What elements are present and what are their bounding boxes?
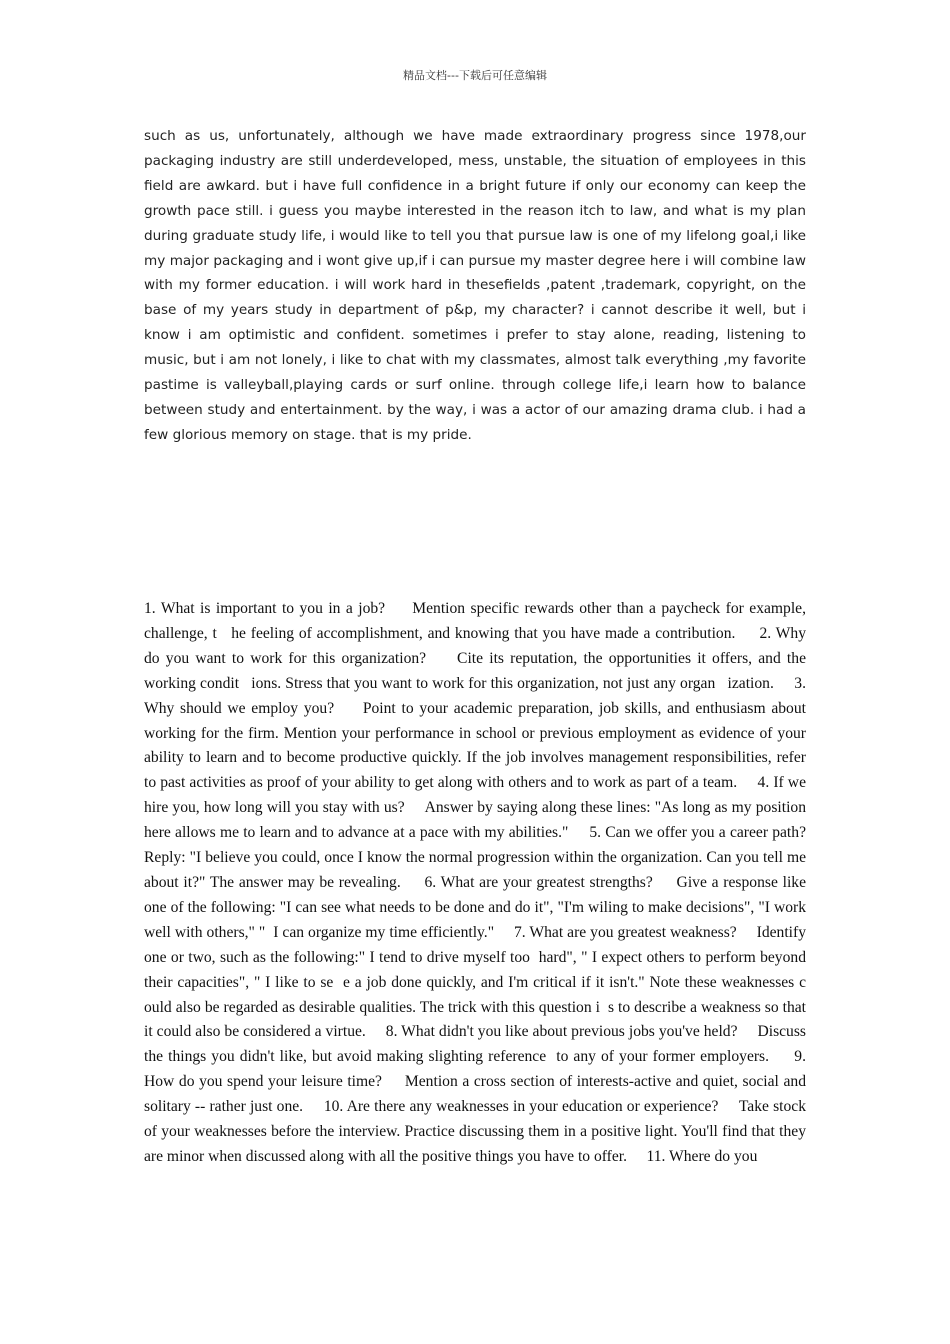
body-paragraph-interview-questions: 1. What is important to you in a job? Mention specific rewards other than a paycheck for example, challenge, t he feeling of accomplishment, and knowing that you have made a contribution. 2. Why do you want to work for this organization? Cite its reputation, the opportunities it offers, and the working condit ions. Stress that you want to work for this organization, not just any organ ization. 3. Why should we employ you? Point to your academic preparation, job skills, and enthusiasm about working for the firm. Mention your performance in school or previous employment as evidence of your ability to learn and to become productive quickly. If the job involves management responsibilities, refer to past activities as proof of your ability to get along with others and to work as part of a team. 4. If we hire you, how long will you stay with us? Answer by saying along these lines: "As long as my position here allows me to learn and to advance at a pace with my abilities." 5. Can we offer you a career path? Reply: "I believe you could, once I know the normal progression within the organization. Can you tell me about it?" The answer may be revealing. 6. What are your greatest strengths? Give a response like one of the following: "I can see what needs to be done and do it", "I'm wiling to make decisions", "I work well with others," " I can organize my time efficiently." 7. What are you greatest weakness? Identify one or two, such as the following:" I tend to drive myself too hard", " I expect others to perform beyond their capacities", " I like to se e a job done quickly, and I'm critical if it isn't." Note these weaknesses c ould also be regarded as desirable qualities. The trick with this question i s to describe a weakness so that it could also be considered a virtue. 8. What didn't you like about previous jobs you've held? Discuss the things you didn't like, but avoid making slighting reference to any of your former employers. 9. How do you spend your leisure time? Mention a cross section of interests-active and quiet, social and solitary -- rather just one. 10. Are there any weaknesses in your education or experience? Take stock of your weaknesses before the interview. Practice discussing them in a positive light. You'll find that they are minor when discussed along with all the positive things you have to offer. 11. Where do you (144, 600, 826, 1165)
body-paragraph-personal-statement: such as us, unfortunately, although we have made extraordinary progress since 1978,our packaging industry are still underdeveloped, mess, unstable, the situation of employees in this field are awkard. but i have full confidence in a bright future if only our economy can keep the growth pace still. i guess you maybe interested in the reason itch to law, and what is my plan during graduate study life, i would like to tell you that pursue law is one of my lifelong goal,i like my major packaging and i wont give up,if i can pursue my master degree here i will combine law with my former education. i will work hard in thesefields ,patent ,trademark, copyright, on the base of my years study in department of p&p, my character? i cannot describe it well, but i know i am optimistic and confident. sometimes i prefer to stay alone, reading, listening to music, but i am not lonely, i like to chat with my classmates, almost talk everything ,my favorite pastime is valleyball,playing cards or surf online. through college life,i learn how to balance between study and entertainment. by the way, i was a actor of our amazing drama club. i had a few glorious memory on stage. that is my pride. (144, 128, 806, 443)
page-header: 精品文档---下载后可任意编辑 (403, 69, 547, 82)
